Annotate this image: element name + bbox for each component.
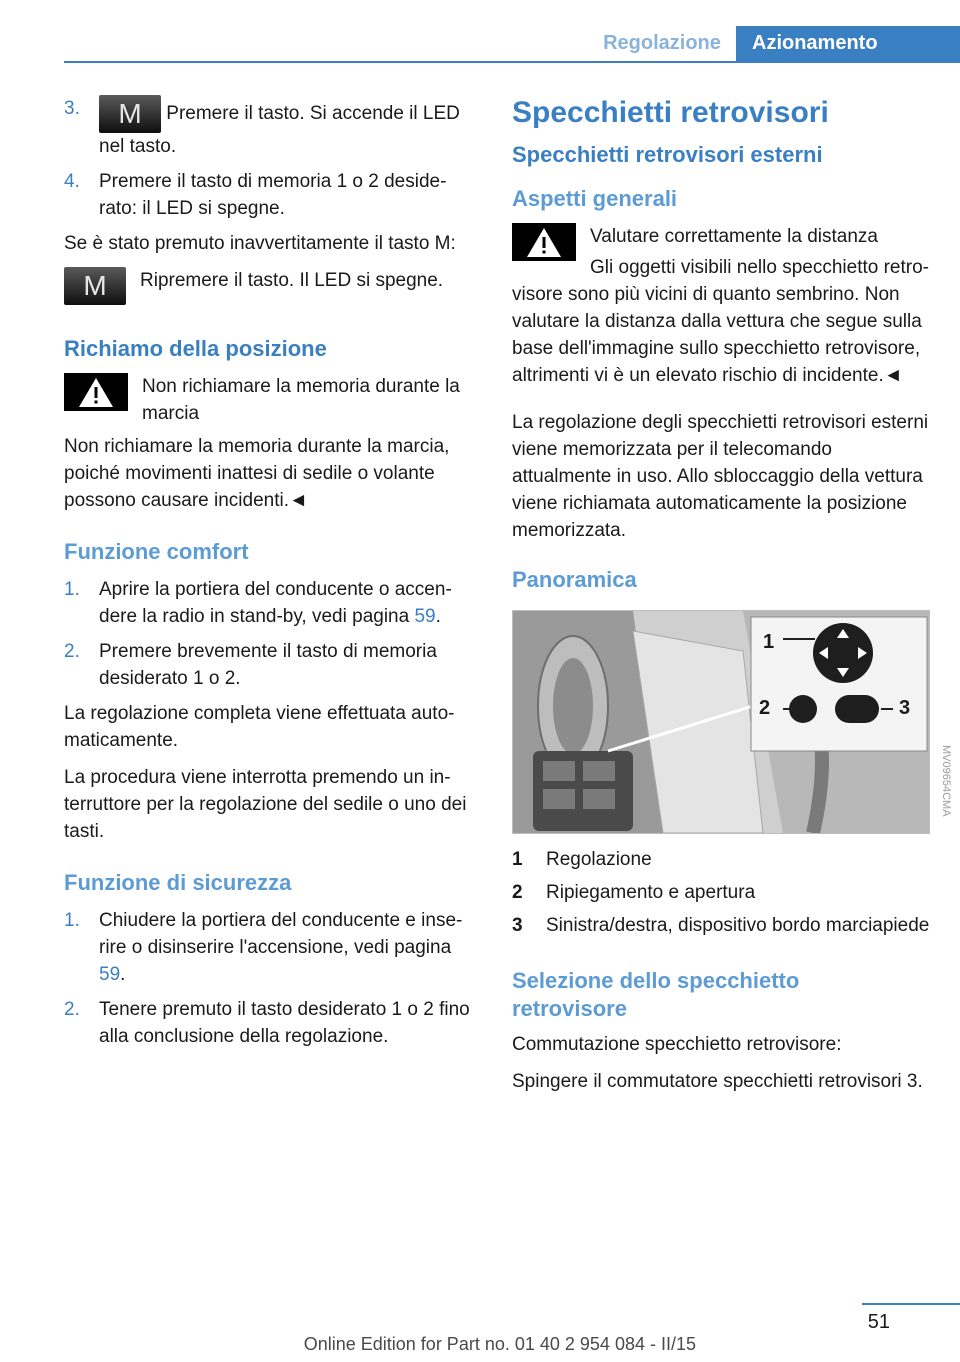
step-text: Premere brevemente il tasto di memoria desiderato 1 o 2. <box>99 641 437 689</box>
memory-m-button-icon: M <box>99 95 161 133</box>
safety-step-1 <box>64 907 478 988</box>
door-panel-illustration <box>513 611 929 833</box>
legend-item-3 <box>512 912 932 939</box>
page-number: 51 <box>867 1311 890 1333</box>
mirror-warning <box>512 223 932 399</box>
header-tab-regolazione[interactable]: Regolazione <box>603 32 721 54</box>
figure-label-2: 2 <box>759 697 771 719</box>
memory-m-button-icon: M <box>64 267 126 305</box>
warning-title: Valutare correttamente la distanza <box>590 226 878 247</box>
legend-item-2 <box>512 879 932 906</box>
step-text: Premere il tasto. Si accende il LED nel tasto. <box>99 103 460 157</box>
legend-text: Sinistra/destra, dispositivo bordo marciapiede <box>546 915 930 936</box>
select-heading: Selezione dello specchietto retrovisore <box>512 968 800 1021</box>
note-text: Ripremere il tasto. Il LED si spegne. <box>140 270 444 291</box>
figure-label-3: 3 <box>899 697 911 719</box>
figure-code: MV09654CMA <box>940 745 952 817</box>
step-4 <box>64 168 478 222</box>
step-text-end: . <box>435 606 441 627</box>
general-heading: Aspetti generali <box>512 186 678 211</box>
page-link[interactable]: 59 <box>99 964 121 985</box>
safety-step-2 <box>64 996 478 1050</box>
recall-warning <box>64 373 478 427</box>
overview-heading: Panoramica <box>512 567 637 592</box>
right-column <box>512 95 952 1105</box>
comfort-step-2 <box>64 638 478 692</box>
step-text: Tenere premuto il tasto desiderato 1 o 2 fino alla conclusione della regolazione. <box>99 999 470 1047</box>
comfort-paragraph-2: La procedura viene interrotta premendo un interruttore per la regolazione del sedile o uno dei tasti. <box>64 767 467 842</box>
warning-triangle-icon <box>64 373 128 411</box>
footer-rule <box>862 1303 960 1305</box>
legend-number: 2 <box>512 882 523 903</box>
step-number: 1. <box>64 579 80 600</box>
step-number: 2. <box>64 641 80 662</box>
warning-triangle-icon <box>512 223 576 261</box>
warning-body: Gli oggetti visibili nello specchietto retrovisore sono più vicini di quanto sembrino. Non valutare la distanza dalla vettura che segue sulla base dell'immagine sullo specchietto retrovisore, altrimenti vi è un elevato rischio di incidente.◄ <box>512 257 929 386</box>
sub-heading: Specchietti retrovisori esterni <box>512 142 823 167</box>
legend-number: 1 <box>512 849 523 870</box>
legend-number: 3 <box>512 915 523 936</box>
warning-body: Non richiamare la memoria durante la marcia, poiché movimenti inattesi di sedile o volante possono causare incidenti.◄ <box>64 436 450 511</box>
step-text: Chiudere la portiera del conducente e inserire o disinserire l'accensione, vedi pagina <box>99 910 463 958</box>
step-number: 1. <box>64 910 80 931</box>
left-column <box>64 95 478 1058</box>
step-number: 4. <box>64 171 80 192</box>
select-paragraph-2: Spingere il commutatore specchietti retrovisori 3. <box>512 1071 923 1092</box>
legend-text: Ripiegamento e apertura <box>546 882 756 903</box>
step-3 <box>64 95 478 160</box>
mirror-controls-figure <box>512 610 930 834</box>
header-tab-azionamento[interactable]: Azionamento <box>736 26 960 63</box>
step-number: 3. <box>64 98 80 119</box>
page-link[interactable]: 59 <box>414 606 436 627</box>
comfort-heading: Funzione comfort <box>64 539 249 564</box>
safety-heading: Funzione di sicurezza <box>64 870 292 895</box>
warning-title: Non richiamare la memoria durante la marcia <box>142 376 460 424</box>
step-number: 2. <box>64 999 80 1020</box>
legend-text: Regolazione <box>546 849 652 870</box>
figure-label-1: 1 <box>763 631 775 653</box>
main-heading: Specchietti retrovisori <box>512 96 829 129</box>
comfort-step-1 <box>64 576 478 630</box>
comfort-paragraph-1: La regolazione completa viene effettuata automaticamente. <box>64 703 455 751</box>
memory-paragraph: La regolazione degli specchietti retrovisori esterni viene memorizzata per il telecomando attualmente in uso. Allo sbloccaggio della vettura viene richiamata automaticamente la posizione memorizzata. <box>512 412 929 541</box>
note-block <box>64 267 478 309</box>
step-text: Aprire la portiera del conducente o accendere la radio in stand-by, vedi pagina <box>99 579 452 627</box>
select-paragraph-1: Commutazione specchietto retrovisore: <box>512 1034 842 1055</box>
step-text-end: . <box>120 964 126 985</box>
step-text: Premere il tasto di memoria 1 o 2 desiderato: il LED si spegne. <box>99 171 447 219</box>
note-intro: Se è stato premuto inavvertitamente il tasto M: <box>64 233 456 254</box>
legend-item-1 <box>512 846 932 873</box>
recall-heading: Richiamo della posizione <box>64 336 327 361</box>
footer-edition: Online Edition for Part no. 01 40 2 954 084 - II/15 <box>303 1334 696 1354</box>
